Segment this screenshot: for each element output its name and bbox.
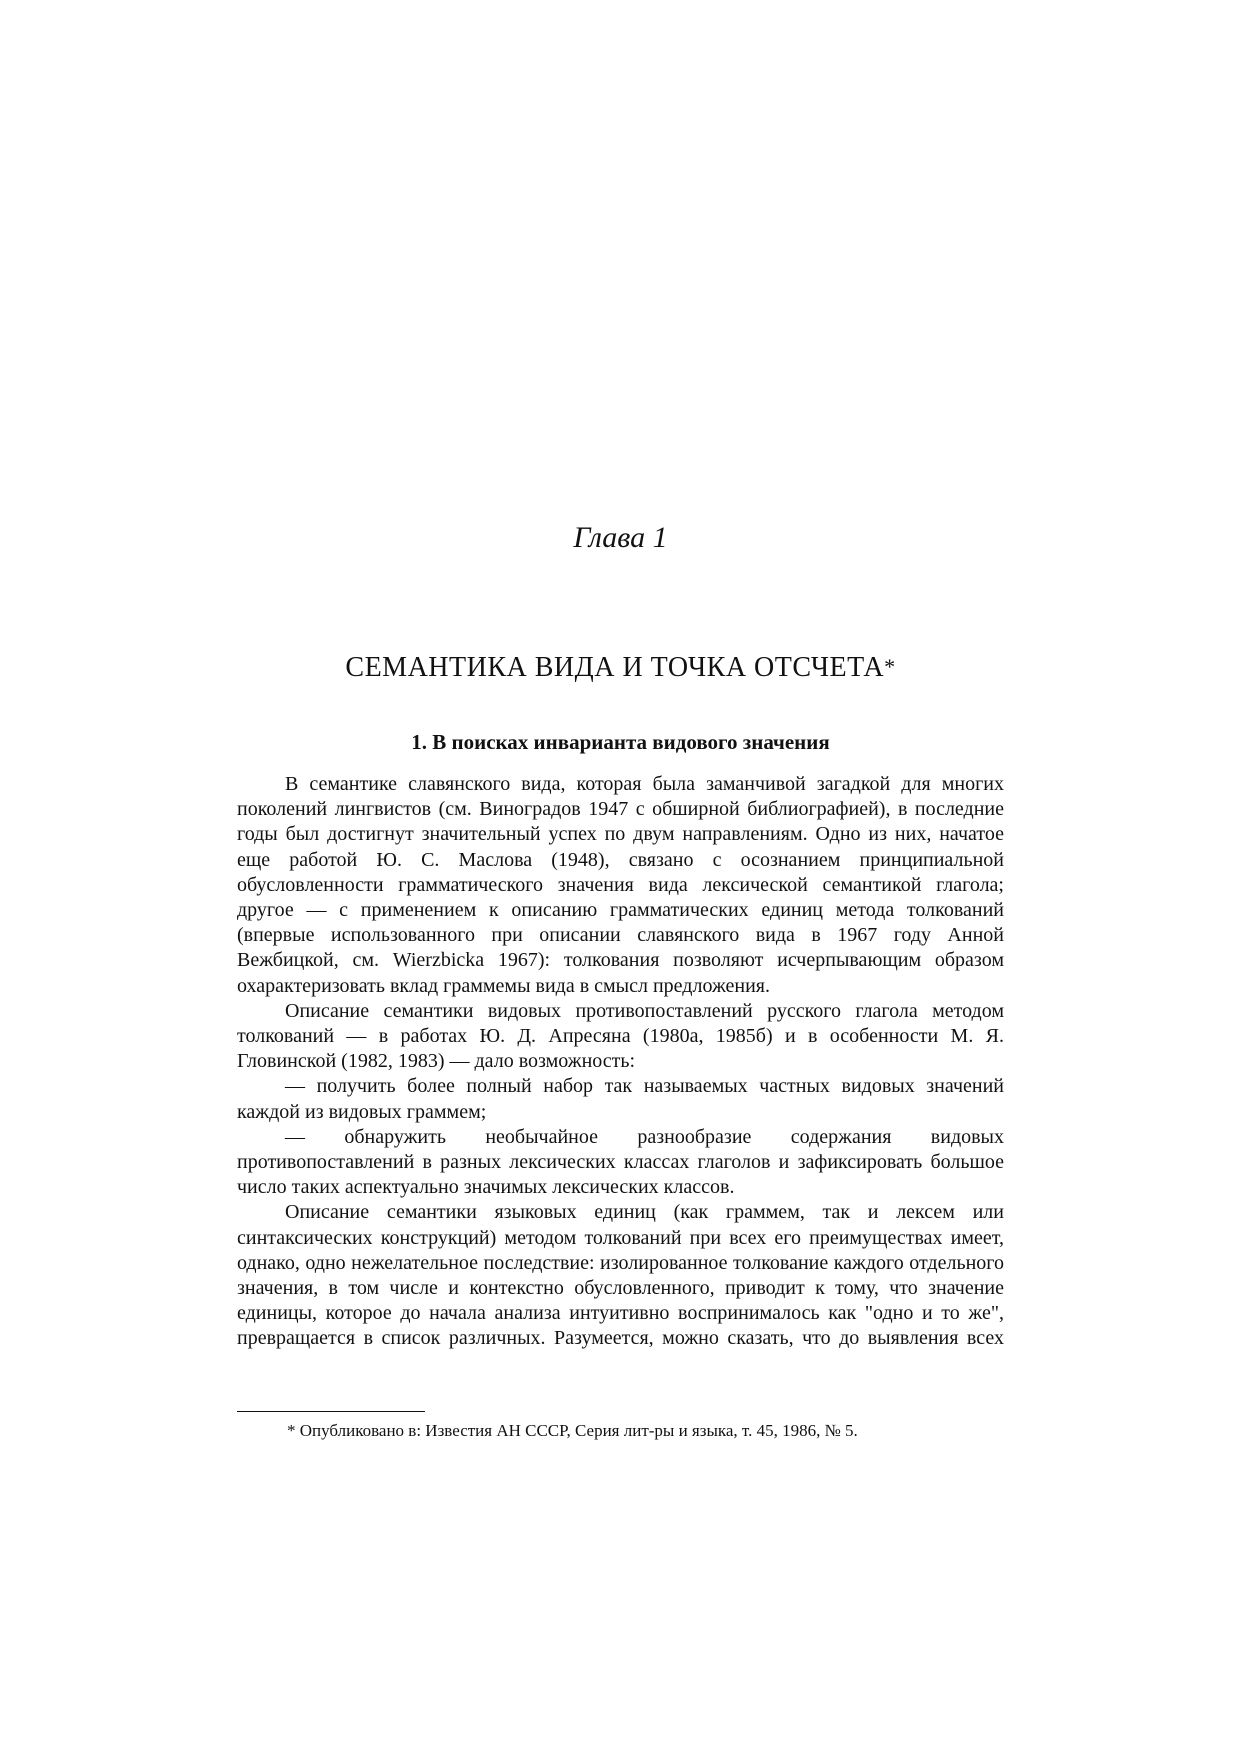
paragraph: Описание семантики видовых противопоставлений русского глагола методом толкований — в работах Ю. Д. Апресяна (1980а, 1985б) и в особенности М. Я. Гловинской (1982, 1983) — дало возможность: (237, 999, 1004, 1073)
footnote: * Опубликовано в: Известия АН СССР, Серия лит-ры и языка, т. 45, 1986, № 5. (287, 1421, 858, 1440)
list-item: — обнаружить необычайное разнообразие содержания видовых противопоставлений в разных лексических классах глаголов и зафиксировать большое число таких аспектуально значимых лексических классов. (237, 1125, 1004, 1199)
footnote-divider (237, 1411, 425, 1412)
article-title-text: СЕМАНТИКА ВИДА И ТОЧКА ОТСЧЕТА (345, 652, 885, 683)
paragraph: Описание семантики языковых единиц (как граммем, так и лексем или синтаксических конструкций) методом толкований при всех его преимуществах имеет, однако, одно нежелательное последствие: изолированное толкование каждого отдельного значения, в том числе и контекстно обусловленного, приводит к тому, что значение единицы, которое до начала анализа интуитивно воспринималось как "одно и то же", превращается в список различных. Разумеется, можно сказать, что до выявления всех (237, 1201, 1004, 1350)
article-title (0, 650, 1241, 685)
chapter-heading: Глава 1 (573, 521, 668, 554)
section-heading: 1. В поисках инварианта видового значения (411, 730, 830, 754)
list-item: — получить более полный набор так называемых частных видовых значений каждой из видовых граммем; (237, 1075, 1004, 1123)
paragraph: В семантике славянского вида, которая была заманчивой загадкой для многих поколений лингвистов (см. Виноградов 1947 с обширной библиографией), в последние годы был достигнут значительный успех по двум направлениям. Одно из них, начатое еще работой Ю. С. Маслова (1948), связано с осознанием принципиальной обусловленности грамматического значения вида лексической семантикой глагола; другое — с применением к описанию грамматических единиц метода толкований (впервые использованного при описании славянского вида в 1967 году Анной Вежбицкой, см. Wierzbicka 1967): толкования позволяют исчерпывающим образом охарактеризовать вклад граммемы вида в смысл предложения. (237, 773, 1004, 997)
body-text (237, 772, 1004, 1352)
footnote-marker: * (884, 654, 896, 679)
